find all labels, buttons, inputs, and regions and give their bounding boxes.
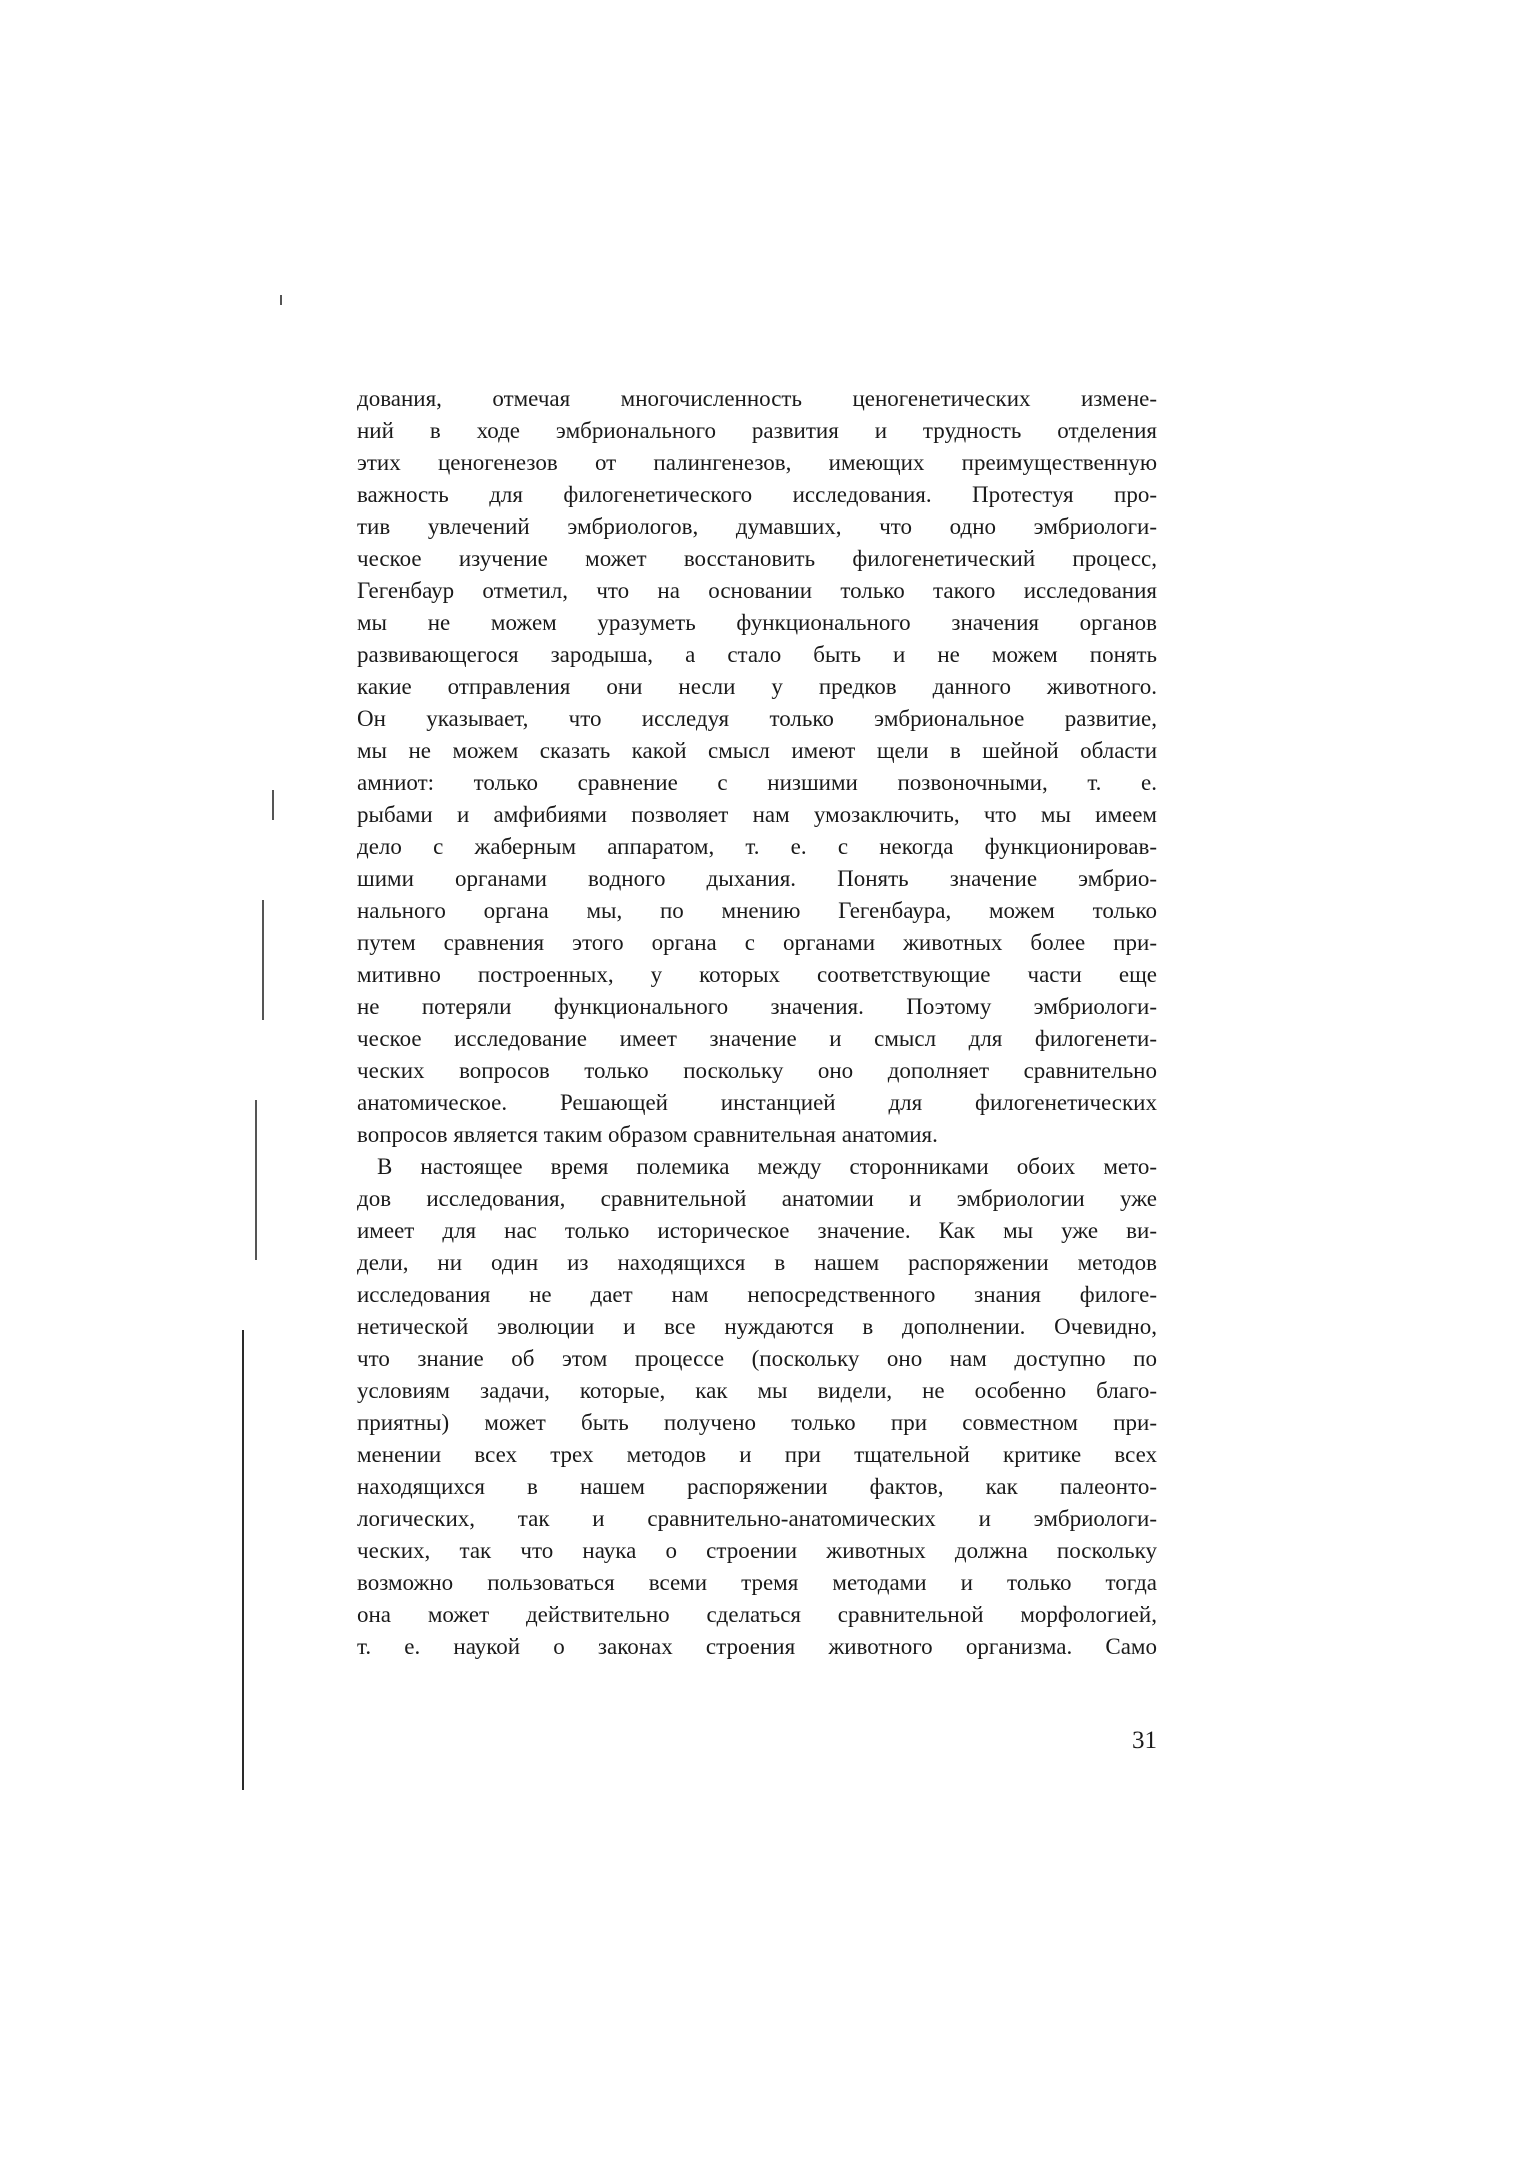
- scan-mark: [262, 900, 264, 1020]
- margin-binding-line: [242, 1330, 244, 1790]
- text-line: т. е. наукой о законах строения животного организма. Само: [357, 1634, 1157, 1659]
- scan-mark: [272, 790, 274, 820]
- text-line: ний в ходе эмбрионального развития и трудность отделения: [357, 418, 1157, 443]
- body-text: [357, 383, 1157, 1663]
- text-line: Он указывает, что исследуя только эмбриональное развитие,: [357, 706, 1157, 731]
- text-line: ческое исследование имеет значение и смысл для филогенети-: [357, 1026, 1157, 1051]
- text-line: шими органами водного дыхания. Понять значение эмбрио-: [357, 866, 1157, 891]
- text-line: мы не можем сказать какой смысл имеют щели в шейной области: [357, 738, 1157, 763]
- text-line: дов исследования, сравнительной анатомии и эмбриологии уже: [357, 1186, 1157, 1211]
- text-line: нетической эволюции и все нуждаются в дополнении. Очевидно,: [357, 1314, 1157, 1339]
- text-line: она может действительно сделаться сравнительной морфологией,: [357, 1602, 1157, 1627]
- text-line: митивно построенных, у которых соответствующие части еще: [357, 962, 1157, 987]
- text-line: анатомическое. Решающей инстанцией для филогенетических: [357, 1090, 1157, 1115]
- paragraph-2: [357, 1151, 1157, 1663]
- text-line: ческое изучение может восстановить филогенетический процесс,: [357, 546, 1157, 571]
- scan-mark: [280, 295, 282, 305]
- text-line: В настоящее время полемика между сторонниками обоих мето-: [377, 1154, 1157, 1179]
- text-line: менении всех трех методов и при тщательной критике всех: [357, 1442, 1157, 1467]
- text-line: рыбами и амфибиями позволяет нам умозаключить, что мы имеем: [357, 802, 1157, 827]
- text-line: какие отправления они несли у предков данного животного.: [357, 674, 1157, 699]
- text-line: не потеряли функционального значения. Поэтому эмбриологи-: [357, 994, 1157, 1019]
- text-line: тив увлечений эмбриологов, думавших, что одно эмбриологи-: [357, 514, 1157, 539]
- text-line: развивающегося зародыша, а стало быть и не можем понять: [357, 642, 1157, 667]
- text-line: Гегенбаур отметил, что на основании только такого исследования: [357, 578, 1157, 603]
- paragraph-1: [357, 383, 1157, 1151]
- scan-mark: [255, 1100, 257, 1260]
- text-line: что знание об этом процессе (поскольку оно нам доступно по: [357, 1346, 1157, 1371]
- page-number: 31: [1132, 1727, 1157, 1754]
- text-line: вопросов является таким образом сравнительная анатомия.: [357, 1122, 938, 1147]
- text-line: приятны) может быть получено только при совместном при-: [357, 1410, 1157, 1435]
- text-line: нального органа мы, по мнению Гегенбаура, можем только: [357, 898, 1157, 923]
- text-line: дело с жаберным аппаратом, т. е. с некогда функционировав-: [357, 834, 1157, 859]
- text-line: исследования не дает нам непосредственного знания филоге-: [357, 1282, 1157, 1307]
- text-line: дели, ни один из находящихся в нашем распоряжении методов: [357, 1250, 1157, 1275]
- text-line: амниот: только сравнение с низшими позвоночными, т. е.: [357, 770, 1157, 795]
- text-line: ческих вопросов только поскольку оно дополняет сравнительно: [357, 1058, 1157, 1083]
- text-line: имеет для нас только историческое значение. Как мы уже ви-: [357, 1218, 1157, 1243]
- text-line: этих ценогенезов от палингенезов, имеющих преимущественную: [357, 450, 1157, 475]
- text-line: важность для филогенетического исследования. Протестуя про-: [357, 482, 1157, 507]
- text-line: дования, отмечая многочисленность ценогенетических измене-: [357, 386, 1157, 411]
- text-line: путем сравнения этого органа с органами животных более при-: [357, 930, 1157, 955]
- text-line: возможно пользоваться всеми тремя методами и только тогда: [357, 1570, 1157, 1595]
- text-line: ческих, так что наука о строении животных должна поскольку: [357, 1538, 1157, 1563]
- text-line: логических, так и сравнительно-анатомических и эмбриологи-: [357, 1506, 1157, 1531]
- text-line: мы не можем уразуметь функционального значения органов: [357, 610, 1157, 635]
- text-line: условиям задачи, которые, как мы видели, не особенно благо-: [357, 1378, 1157, 1403]
- text-line: находящихся в нашем распоряжении фактов, как палеонто-: [357, 1474, 1157, 1499]
